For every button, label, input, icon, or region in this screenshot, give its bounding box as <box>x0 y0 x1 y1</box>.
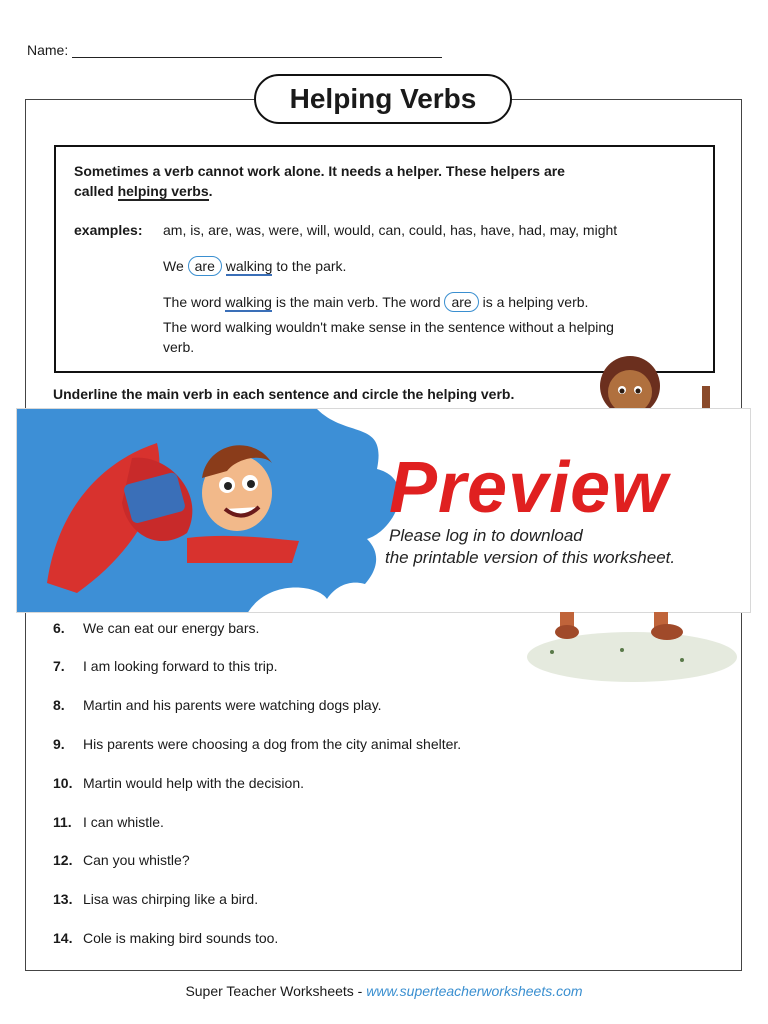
list-item <box>53 658 278 674</box>
preview-banner[interactable] <box>16 408 751 613</box>
preview-line-1: Please log in to download <box>389 526 583 545</box>
item-number: 13. <box>53 891 73 907</box>
explain-line-2: The word walking wouldn't make sense in the sentence without a helping <box>163 319 614 335</box>
item-text: Can you whistle? <box>83 852 190 868</box>
list-item <box>53 697 382 713</box>
item-number: 12. <box>53 852 73 868</box>
explain-are: are <box>444 292 478 312</box>
item-number: 9. <box>53 736 65 752</box>
ex-rest: to the park. <box>276 258 347 274</box>
item-text: I am looking forward to this trip. <box>83 658 278 674</box>
footer-link[interactable]: www.superteacherworksheets.com <box>366 983 583 999</box>
explain-a: The word <box>163 294 222 310</box>
list-item <box>53 620 259 636</box>
item-text: Martin and his parents were watching dogs play. <box>83 697 382 713</box>
item-text: Lisa was chirping like a bird. <box>83 891 259 907</box>
examples-list: am, is, are, was, were, will, would, can, could, has, have, had, may, might <box>163 222 618 238</box>
item-text: Cole is making bird sounds too. <box>83 930 279 946</box>
name-row <box>27 42 442 58</box>
item-number: 8. <box>53 697 65 713</box>
info-box <box>54 145 715 373</box>
preview-line-2: the printable version of this worksheet. <box>385 548 676 567</box>
preview-title: Preview <box>389 448 669 528</box>
footer-brand: Super Teacher Worksheets - <box>185 983 363 999</box>
explain-walking: walking <box>225 294 272 310</box>
list-item <box>53 891 258 907</box>
helping-verbs-term: helping verbs <box>117 183 209 199</box>
intro-called: called <box>74 183 114 199</box>
item-number: 6. <box>53 620 65 636</box>
item-text: Martin would help with the decision. <box>83 775 305 791</box>
item-number: 11. <box>53 814 72 830</box>
list-item <box>53 930 278 946</box>
item-number: 14. <box>53 930 73 946</box>
example-sentence <box>163 256 346 276</box>
boy-legs-illustration <box>522 612 737 684</box>
intro-period: . <box>208 183 213 199</box>
superhero-mascot <box>37 423 307 598</box>
name-line[interactable] <box>72 43 442 58</box>
intro-line-1: Sometimes a verb cannot work alone. It needs a helper. These helpers are <box>74 163 565 179</box>
list-item <box>53 814 164 830</box>
item-number: 7. <box>53 658 65 674</box>
ex-we: We <box>163 258 184 274</box>
item-text: His parents were choosing a dog from the city animal shelter. <box>83 736 462 752</box>
ex-walking-underlined: walking <box>225 258 273 274</box>
intro-line-2 <box>74 183 213 199</box>
list-item <box>53 775 304 791</box>
explain-c: is a helping verb. <box>482 294 589 310</box>
item-text: I can whistle. <box>83 814 164 830</box>
explain-b: is the main verb. The word <box>275 294 441 310</box>
boy-illustration <box>590 348 720 410</box>
ex-are-circled: are <box>188 256 222 276</box>
footer <box>0 983 768 999</box>
page-title: Helping Verbs <box>254 74 512 124</box>
name-label: Name: <box>27 42 69 58</box>
instruction: Underline the main verb in each sentence and circle the helping verb. <box>53 386 515 402</box>
item-number: 10. <box>53 775 73 791</box>
list-item <box>53 736 461 752</box>
explain-line-3: verb. <box>163 339 195 355</box>
list-item <box>53 852 190 868</box>
item-text: We can eat our energy bars. <box>83 620 260 636</box>
explain-line-1 <box>163 292 588 312</box>
examples-label: examples: <box>74 222 143 238</box>
